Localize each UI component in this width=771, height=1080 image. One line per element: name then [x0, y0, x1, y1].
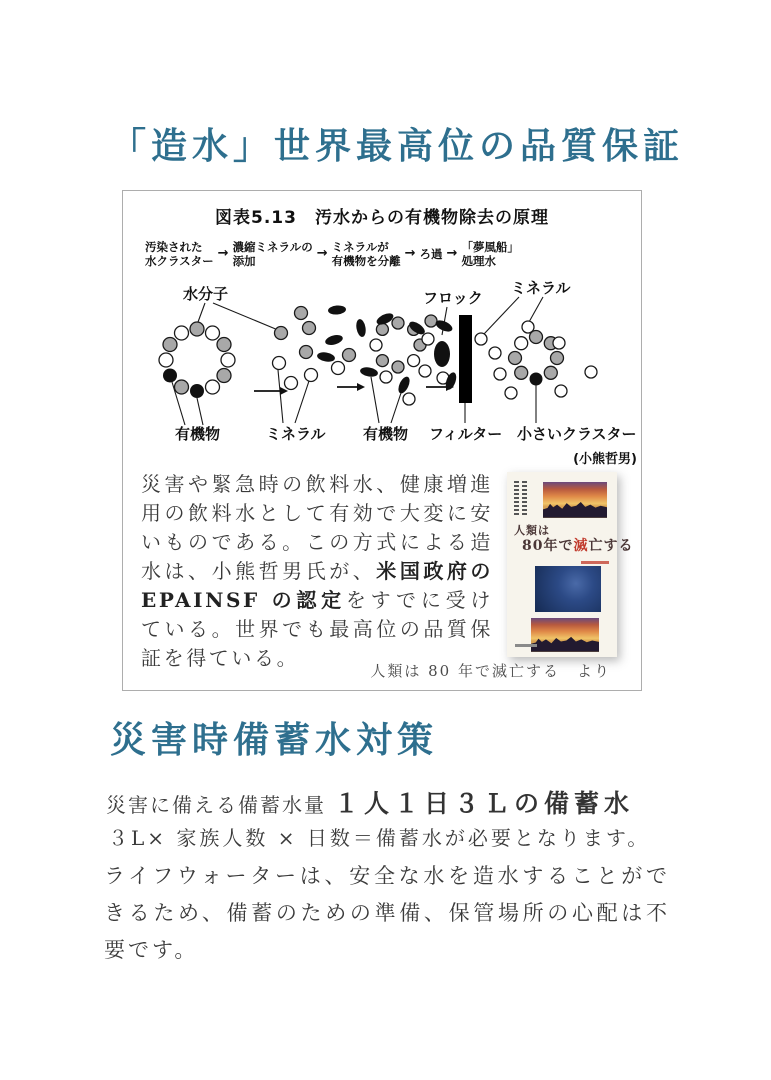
mineral-addition-particles [273, 304, 367, 389]
label-water-molecule: 水分子 [183, 284, 229, 303]
book-title [514, 524, 633, 555]
water-cluster-ring [159, 322, 235, 398]
stockpile-lead-line [106, 784, 634, 820]
label-small-cluster: 小さいクラスター [517, 424, 637, 443]
figure-source-caption: 人類は 80 年で滅亡する より [370, 662, 611, 680]
page-title: 「造水」世界最高位の品質保証 [110, 125, 685, 167]
book-cover [507, 472, 634, 657]
book-cover-night-image [535, 566, 601, 612]
paragraph-text: をすでに受けている。世界でも最高位の品質保証を得ている。 [141, 587, 493, 670]
book-title-text: 80年で [522, 537, 574, 554]
flow-step-line: 添加 [232, 254, 256, 269]
flow-step-separation [332, 240, 401, 269]
flow-step-line: 汚染された [145, 240, 203, 254]
label-mineral-bottom: ミネラル [266, 424, 326, 443]
paragraph-text: 災害や緊急時の飲料水、健康増進用の飲料水として有効で大変に安いものである。この方式による造水は、小熊哲男氏が、 [141, 471, 493, 583]
label-floc: フロック [423, 288, 483, 307]
flow-step-line: 処理水 [461, 254, 496, 269]
flow-step-line: 濃縮ミネラルの [232, 240, 313, 254]
flow-step-line: 有機物を分離 [331, 254, 401, 269]
author-text-column [514, 481, 519, 517]
label-organic-left: 有機物 [175, 424, 221, 443]
author-text-column [522, 481, 527, 517]
book-title-accent-char: 滅 [573, 537, 589, 554]
figure-attribution: (小熊哲男) [573, 451, 637, 467]
stage-arrow [337, 383, 365, 391]
arrow-right-icon: → [446, 246, 458, 262]
figure-flow [145, 240, 623, 269]
lead-text: 災害に備える備蓄水量 [106, 793, 326, 817]
book-author-text [514, 481, 527, 517]
flow-step-line: ミネラルが [331, 240, 389, 254]
stage-arrow [254, 387, 288, 395]
book-publisher-mark [515, 644, 537, 648]
stockpile-formula: ３L× 家族人数 × 日数＝備蓄水が必要となります。 [108, 826, 651, 850]
book-title-text: 亡する [588, 537, 634, 554]
book-subtitle-mark [581, 561, 609, 564]
figure-title: 図表5.13 汚水からの有機物除去の原理 [215, 208, 549, 228]
book-title-line1: 人類は [514, 523, 550, 537]
organic-removal-diagram [123, 273, 643, 468]
flow-step-line: ろ過 [419, 247, 443, 262]
book-cover-sunset-image-bottom [531, 618, 599, 652]
figure-box [122, 190, 642, 691]
figure-paragraph [141, 470, 493, 673]
label-filter: フィルター [429, 424, 503, 443]
label-mineral-top: ミネラル [511, 278, 571, 297]
label-organic-mid: 有機物 [363, 424, 409, 443]
arrow-right-icon: → [316, 246, 328, 262]
flow-step-filtration [420, 247, 443, 261]
paragraph-bold-text: 米国政府のEPAINSF の認定 [141, 558, 494, 612]
figure-bottom-row [123, 468, 641, 673]
book-cover-sunset-image-top [543, 482, 607, 518]
arrow-right-icon: → [217, 246, 229, 262]
book-title-line2 [522, 538, 633, 556]
flow-step-line: 「夢風船」 [461, 240, 519, 254]
flow-step-polluted-cluster [145, 240, 214, 269]
flow-step-treated-water [461, 240, 519, 269]
arrow-right-icon: → [404, 246, 416, 262]
stockpile-paragraph: ライフウォーターは、安全な水を造水することができるため、備蓄のための準備、保管場所の心配は不要です。 [104, 864, 670, 962]
flow-step-mineral-addition [233, 240, 313, 269]
filter-bar [459, 315, 472, 403]
floc-at-filter [419, 315, 458, 391]
flow-step-line: 水クラスター [145, 254, 214, 269]
floc-forming-cluster [359, 311, 434, 405]
lead-bold-text: １人１日３Ｌの備蓄水 [334, 789, 635, 818]
section-title-stockpile: 災害時備蓄水対策 [110, 719, 439, 761]
